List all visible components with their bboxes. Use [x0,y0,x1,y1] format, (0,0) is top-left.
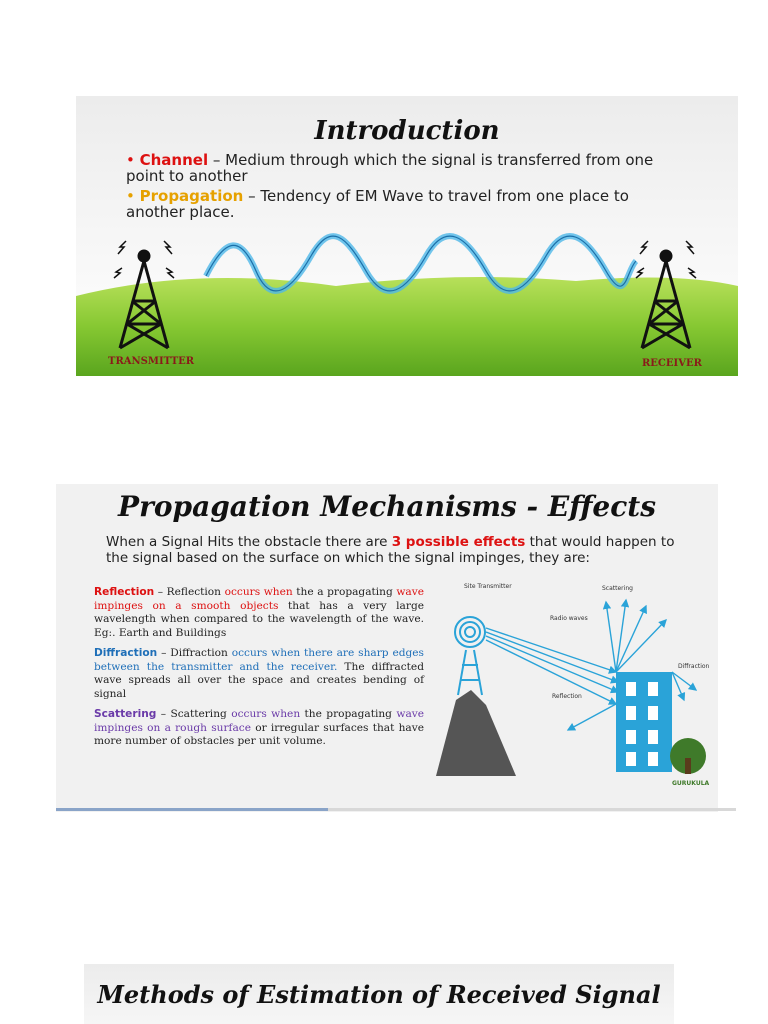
slide-divider [56,808,736,811]
site-transmitter-icon [455,617,485,695]
slide-methods-of-estimation [84,964,674,1024]
bullet-channel: • Channel – Medium through which the signal is transferred from one point to another [126,151,654,185]
slide-propagation-mechanisms [56,484,718,812]
slide-title: Propagation Mechanisms - Effects [118,490,656,523]
slide-title: Methods of Estimation of Received Signal [97,980,661,1009]
definitions [94,586,424,756]
bullet-list [126,152,686,224]
building-icon [616,672,672,772]
slide-introduction [76,96,738,376]
gurukula-logo-icon [670,738,710,787]
propagation-diagram [426,580,718,800]
slide-title: Introduction [314,116,500,146]
transmitter-label: TRANSMITTER [108,356,195,367]
bullet-propagation: • Propagation – Tendency of EM Wave to travel from one place to another place. [126,187,629,221]
reflection-label: Reflection [552,693,582,700]
diffraction-definition: Diffraction – Diffraction occurs when there are sharp edges between the transmitter and the receiver. The diffracted wave spreads all over the space and creates bending of signal [94,647,424,700]
scattering-label: Scattering [602,585,633,592]
diffraction-label: Diffraction [678,663,710,670]
site-transmitter-label: Site Transmitter [464,583,512,590]
intro-text: When a Signal Hits the obstacle there are 3 possible effects that would happen to the signal based on the surface on which the signal impinges, they are: [106,534,675,566]
mountain-icon [436,690,516,776]
radio-waves-label: Radio waves [550,615,588,622]
scattering-definition: Scattering – Scattering occurs when the propagating wave impinges on a rough surface or irregular surfaces that have more number of obstacles per unit volume. [94,708,425,747]
receiver-label: RECEIVER [642,358,702,369]
logo-text: GURUKULA [672,780,710,787]
reflection-definition: Reflection – Reflection occurs when the a propagating wave impinges on a smooth objects that has a very large wavelength when compared to the wavelength of the wave. Eg:. Earth and Buildings [94,586,424,639]
